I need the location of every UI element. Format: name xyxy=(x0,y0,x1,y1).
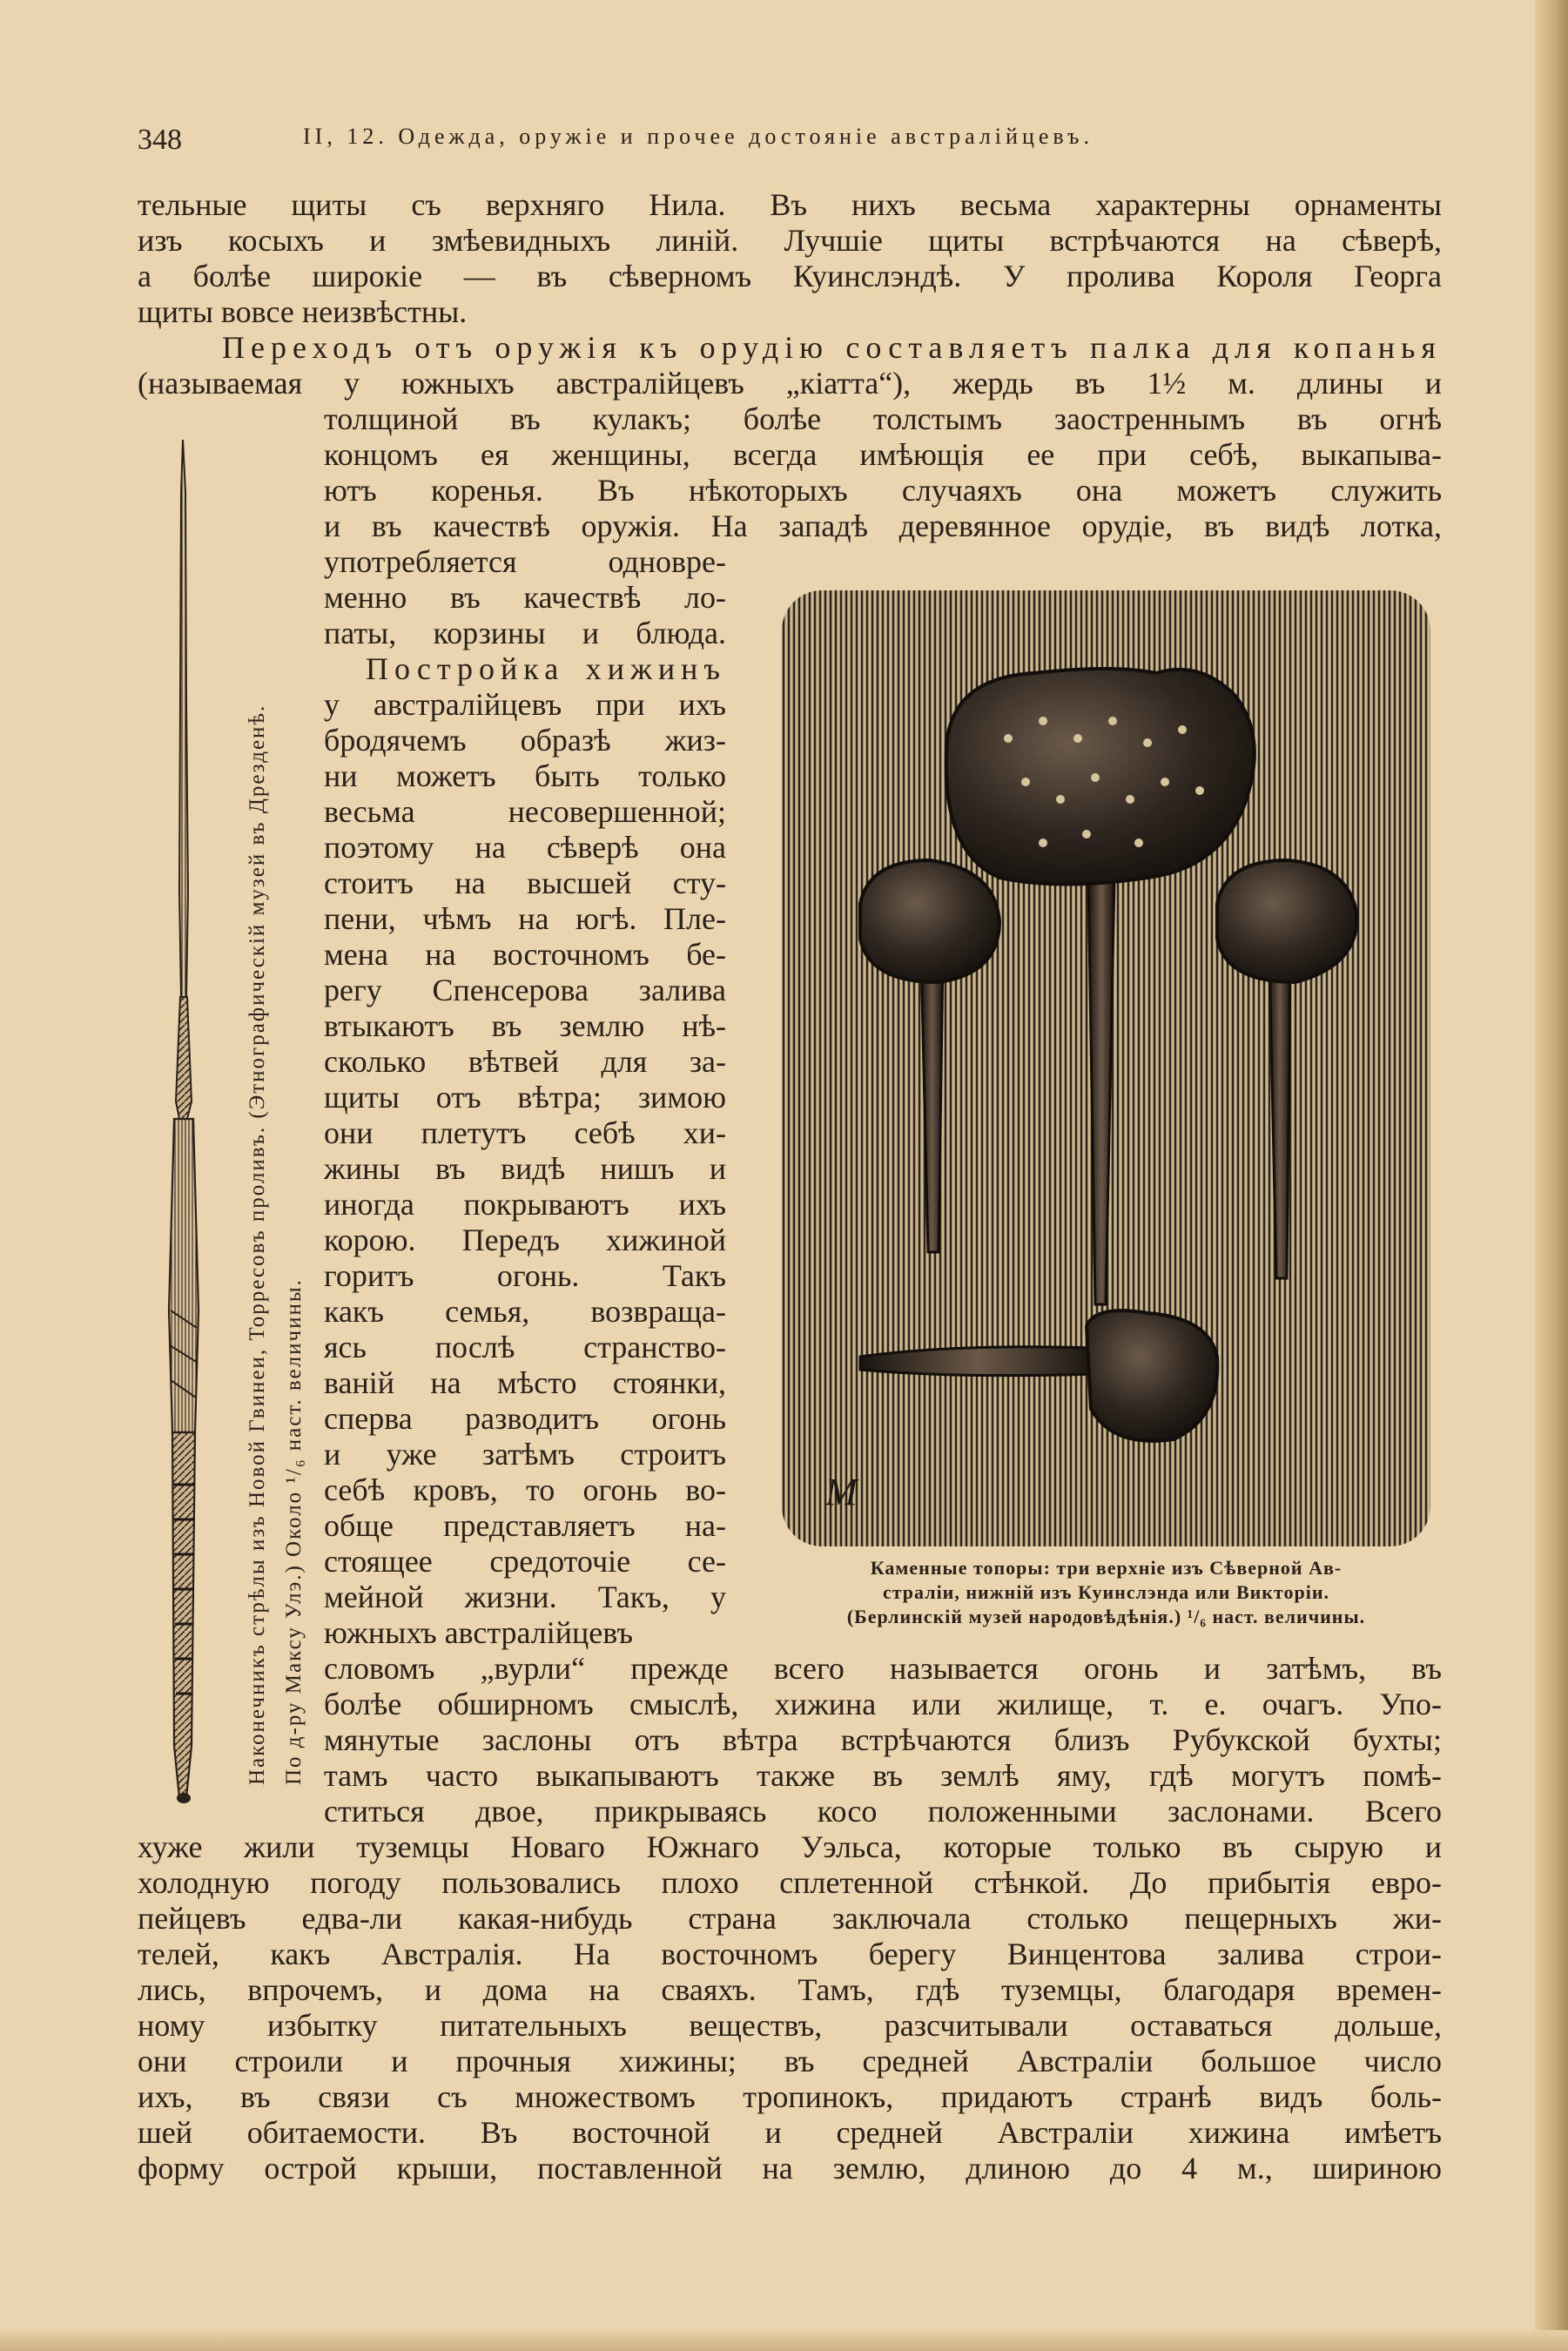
text-line: обще представляетъ на- xyxy=(324,1508,726,1543)
text-line: (называемая у южныхъ австралійцевъ „кіатта“), жердь въ 1½ м. длины и xyxy=(138,366,1442,401)
text-line: бродячемъ образѣ жиз- xyxy=(324,723,726,758)
text-line: горитъ огонь. Такъ xyxy=(324,1258,726,1293)
text-line: у австралійцевъ при ихъ xyxy=(324,687,726,722)
text-line: весьма несовершенной; xyxy=(324,794,726,829)
text-line: ясь послѣ странство- xyxy=(324,1330,726,1364)
text-line: а болѣе широкіе — въ сѣверномъ Куинслэндѣ. У пролива Короля Георга xyxy=(138,259,1442,293)
text-line: регу Спенсерова залива xyxy=(324,973,726,1007)
running-title: II, 12. Одежда, оружіе и прочее достояніе австралійцевъ. xyxy=(303,124,1094,149)
text-line: жины въ видѣ нишъ и xyxy=(324,1151,726,1186)
stone-axes-engraving xyxy=(782,590,1430,1546)
text-line: лись, впрочемъ, и дома на сваяхъ. Тамъ, гдѣ туземцы, благодаря времен- xyxy=(138,1972,1442,2007)
text-line: ститься двое, прикрываясь косо положенными заслонами. Всего xyxy=(324,1794,1442,1829)
text-line: толщиной въ кулакъ; болѣе толстымъ заостреннымъ въ огнѣ xyxy=(324,401,1442,436)
text-line: холодную погоду пользовались плохо сплетенной стѣнкой. До прибытія евро- xyxy=(138,1865,1442,1900)
text-line: изъ косыхъ и змѣевидныхъ линій. Лучшіе щиты встрѣчаются на сѣверѣ, xyxy=(138,223,1442,258)
figure-caption-line: (Берлинскій музей народовѣдѣнія.) ¹/₆ наст. величины. xyxy=(846,1606,1366,1627)
text-line: они плетутъ себѣ хи- xyxy=(324,1115,726,1150)
page-number: 348 xyxy=(138,124,182,156)
text-line: и въ качествѣ оружія. На западѣ деревянное орудіе, въ видѣ лотка, xyxy=(324,509,1442,543)
figure-caption-line: Каменные топоры: три верхніе изъ Сѣверной Ав- xyxy=(870,1557,1343,1579)
text-line: себѣ кровъ, то огонь во- xyxy=(324,1472,726,1507)
text-line: щиты вовсе неизвѣстны. xyxy=(138,294,468,329)
text-line: сколько вѣтвей для за- xyxy=(324,1044,726,1079)
text-line: тамъ часто выкапываютъ также въ землѣ яму, гдѣ могутъ помѣ- xyxy=(324,1758,1442,1793)
page-bottom-edge xyxy=(0,2330,1568,2351)
text-line: ному избытку питательныхъ веществъ, разсчитывали оставаться дольше, xyxy=(138,2008,1442,2043)
text-line: болѣе обширномъ смыслѣ, хижина или жилище, т. е. очагъ. Упо- xyxy=(324,1687,1442,1721)
text-line: стоящее средоточіе се- xyxy=(324,1544,726,1579)
text-line: пейцевъ едва-ли какая-нибудь страна заключала столько пещерныхъ жи- xyxy=(138,1901,1442,1936)
figure-caption-line: страліи, нижній изъ Куинслэнда или Викторіи. xyxy=(882,1581,1330,1603)
text-line: поэтому на сѣверѣ она xyxy=(324,830,726,865)
text-line: Переходъ отъ оружія къ орудію составляетъ палка для копанья xyxy=(222,330,1442,365)
text-line: ни можетъ быть только xyxy=(324,758,726,793)
text-line: тельные щиты съ верхняго Нила. Въ нихъ весьма характерны орнаменты xyxy=(138,187,1442,222)
text-line: втыкаютъ въ землю нѣ- xyxy=(324,1008,726,1043)
text-line: шей обитаемости. Въ восточной и средней Австраліи хижина имѣетъ xyxy=(138,2115,1442,2150)
text-line: менно въ качествѣ ло- xyxy=(324,580,726,615)
text-line: форму острой крыши, поставленной на землю, длиною до 4 м., шириною xyxy=(138,2151,1442,2186)
text-line: иногда покрываютъ ихъ xyxy=(324,1187,726,1222)
text-line: мянутые заслоны отъ вѣтра встрѣчаются близъ Рубукской бухты; xyxy=(324,1722,1442,1757)
text-line: ихъ, въ связи съ множествомъ тропинокъ, придаютъ странѣ видъ боль- xyxy=(138,2079,1442,2114)
text-line: щиты отъ вѣтра; зимою xyxy=(324,1080,726,1115)
text-line: какъ семья, возвраща- xyxy=(324,1294,726,1329)
arrowhead-illustration xyxy=(157,440,209,1807)
text-line: хуже жили туземцы Новаго Южнаго Уэльса, которые только въ сырую и xyxy=(138,1829,1442,1864)
text-line: мена на восточномъ бе- xyxy=(324,937,726,972)
text-line: словомъ „вурли“ прежде всего называется огонь и затѣмъ, въ xyxy=(324,1651,1442,1686)
text-line: южныхъ австралійцевъ xyxy=(324,1615,633,1650)
text-line: употребляется одновре- xyxy=(324,544,726,579)
text-line: пени, чѣмъ на югѣ. Пле- xyxy=(324,901,726,936)
text-line: Постройка хижинъ xyxy=(366,651,726,686)
text-line: мейной жизни. Такъ, у xyxy=(324,1580,726,1614)
stone-axes-caption xyxy=(782,1556,1430,1634)
text-line: и уже затѣмъ строитъ xyxy=(324,1437,726,1472)
text-line: паты, корзины и блюда. xyxy=(324,616,726,650)
text-line: телей, какъ Австралія. На восточномъ берегу Винцентова залива строи- xyxy=(138,1937,1442,1971)
page-edge xyxy=(1535,0,1568,2351)
text-line: ютъ коренья. Въ нѣкоторыхъ случаяхъ она можетъ служить xyxy=(324,473,1442,508)
text-line: концомъ ея женщины, всегда имѣющія ее при себѣ, выкапыва- xyxy=(324,437,1442,472)
text-line: ваній на мѣсто стоянки, xyxy=(324,1365,726,1400)
text-line: они строили и прочныя хижины; въ средней Австраліи большое число xyxy=(138,2044,1442,2078)
arrowhead-caption-line: По д-ру Максу Улэ.) Около ¹/₆ наст. величины. xyxy=(282,1278,306,1785)
text-line: стоитъ на высшей сту- xyxy=(324,866,726,900)
text-line: корою. Передъ хижиной xyxy=(324,1223,726,1257)
page-header xyxy=(138,120,1444,158)
text-line: сперва разводитъ огонь xyxy=(324,1401,726,1436)
arrowhead-caption xyxy=(235,453,331,1785)
arrowhead-caption-line: Наконечникъ стрѣлы изъ Новой Гвинеи, Торресовъ проливъ. (Этнографическій музей въ Дрезденѣ. xyxy=(246,704,269,1785)
engraver-monogram: M xyxy=(825,1471,858,1513)
